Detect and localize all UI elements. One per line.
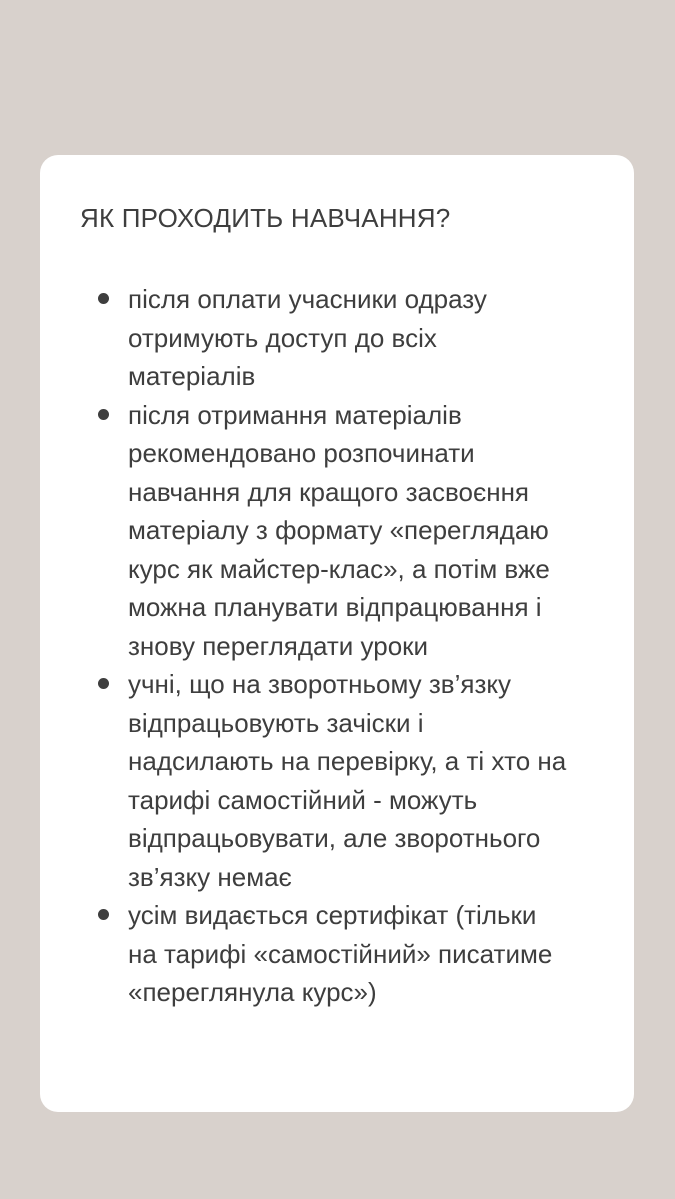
- list-item: [98, 280, 568, 396]
- list-item-text: усім видається сертифікат (тільки на тарифі «самостійний» писатиме «переглянула курс»): [128, 900, 553, 1007]
- list-item-text: після отримання матеріалів рекомендовано розпочинати навчання для кращого засвоєння матеріалу з формату «переглядаю курс як майстер-клас», а потім вже можна планувати відпрацювання і знову переглядати уроки: [128, 399, 550, 661]
- list-item-text: учні, що на зворотньому зв’язку відпрацьовують зачіски і надсилають на перевірку, а ті хто на тарифі самостійний - можуть відпрацьовувати, але зворотнього зв’язку немає: [128, 669, 567, 892]
- card-title: ЯК ПРОХОДИТЬ НАВЧАННЯ?: [80, 203, 451, 233]
- bullet-dot-icon: [98, 409, 109, 420]
- list-item-text: після оплати учасники одразу отримують доступ до всіх матеріалів: [128, 284, 487, 391]
- bullet-dot-icon: [98, 678, 109, 689]
- bullet-dot-icon: [98, 909, 109, 920]
- bullet-dot-icon: [98, 293, 109, 304]
- list-item: [98, 896, 568, 1012]
- list-item: [98, 665, 568, 896]
- bullet-list: [98, 280, 568, 1012]
- list-item: [98, 396, 568, 666]
- info-card: [40, 155, 634, 1112]
